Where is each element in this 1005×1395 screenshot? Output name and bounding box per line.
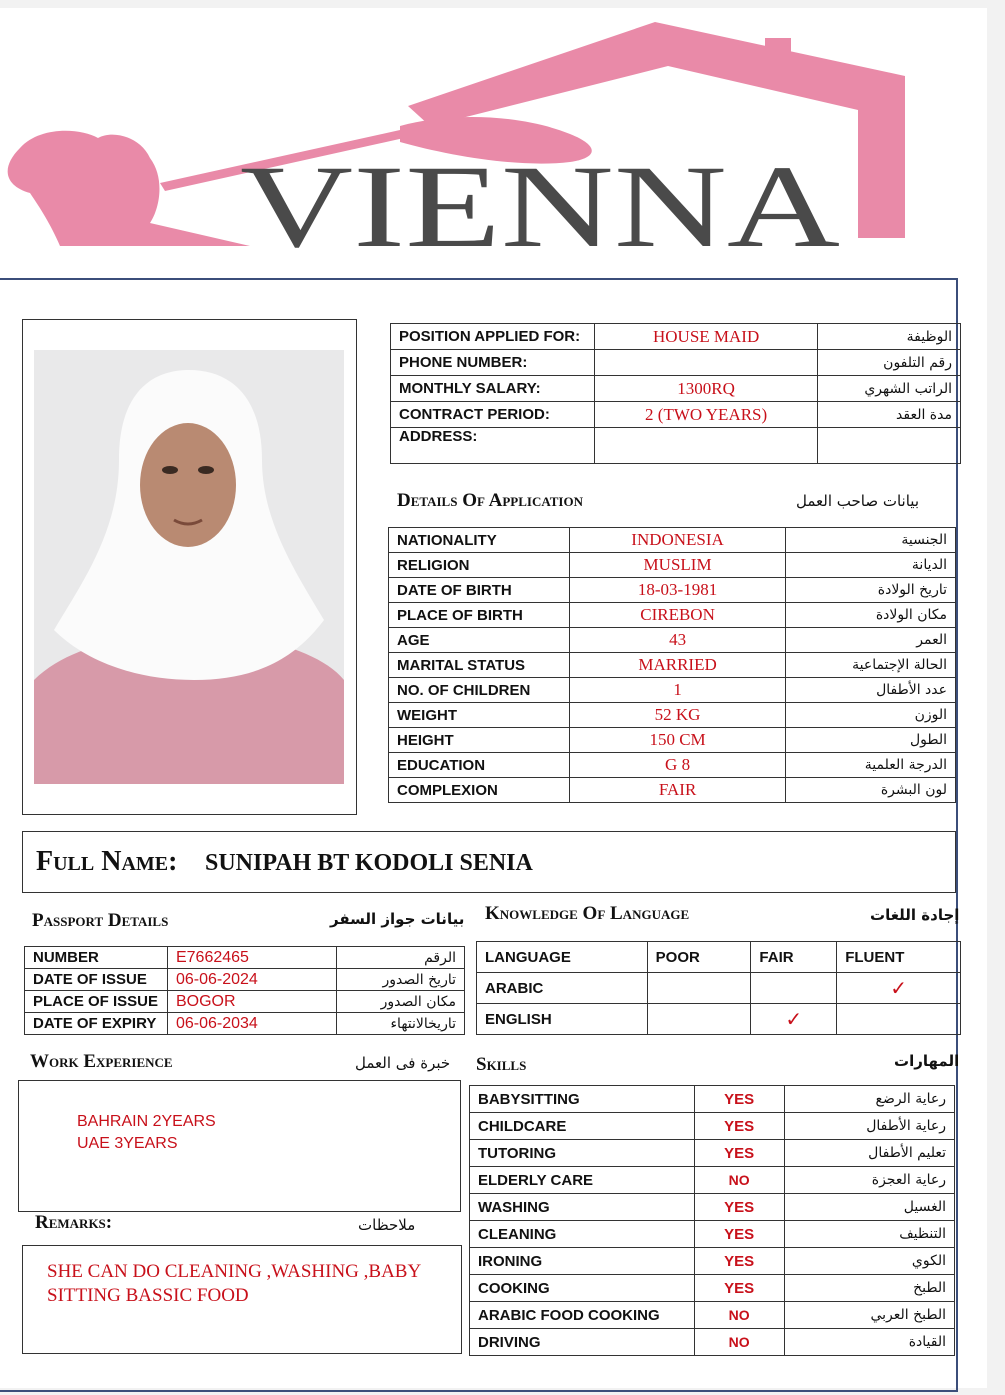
remarks-line-2: SITTING BASSIC FOOD [47,1285,249,1306]
skill-value: NO [694,1329,784,1356]
brand-name: VIENNA [240,141,840,268]
position-label: CONTRACT PERIOD: [391,402,595,428]
details-label: PLACE OF BIRTH [389,603,570,628]
passport-row [25,969,465,991]
passport-row [25,991,465,1013]
skill-arabic: تعليم الأطفال [784,1140,955,1167]
position-label: ADDRESS: [391,428,595,464]
skill-label: IRONING [470,1248,695,1275]
skill-row [470,1140,955,1167]
details-row [389,578,956,603]
details-value: INDONESIA [569,528,785,553]
skills-title: Skills [476,1054,527,1075]
passport-label: NUMBER [25,947,168,969]
details-row [389,728,956,753]
applicant-photo [34,350,344,784]
skill-value: YES [694,1194,784,1221]
skill-row [470,1275,955,1302]
cv-sheet [0,8,987,1388]
skill-arabic: الطبخ [784,1275,955,1302]
details-arabic: الوزن [786,703,956,728]
details-row [389,703,956,728]
details-row [389,778,956,803]
position-arabic: الراتب الشهري [818,376,961,402]
vienna-logo [0,8,987,268]
passport-value: 06-06-2034 [167,1013,336,1035]
skill-arabic: الغسيل [784,1194,955,1221]
skills-title-ar: المهارات [894,1052,960,1070]
details-value: MUSLIM [569,553,785,578]
skill-row [470,1248,955,1275]
details-label: HEIGHT [389,728,570,753]
passport-value: E7662465 [167,947,336,969]
language-header: POOR [647,942,751,973]
details-label: COMPLEXION [389,778,570,803]
details-value: CIREBON [569,603,785,628]
passport-arabic: تاريخ الصدور [337,969,465,991]
language-name: ARABIC [477,973,648,1004]
skill-value: YES [694,1140,784,1167]
passport-value: BOGOR [167,991,336,1013]
work-line-1: BAHRAIN 2YEARS [77,1113,216,1130]
details-value: G 8 [569,753,785,778]
skill-value: YES [694,1248,784,1275]
work-title: Work Experience [30,1051,173,1072]
skill-value: NO [694,1167,784,1194]
details-value: 52 KG [569,703,785,728]
work-line-2: UAE 3YEARS [77,1135,178,1152]
details-arabic: الجنسية [786,528,956,553]
details-label: NATIONALITY [389,528,570,553]
details-arabic: الطول [786,728,956,753]
skill-label: CHILDCARE [470,1113,695,1140]
language-fair-mark [751,973,837,1004]
details-arabic: عدد الأطفال [786,678,956,703]
skill-label: TUTORING [470,1140,695,1167]
details-title: Details Of Application [397,490,583,511]
passport-label: DATE OF ISSUE [25,969,168,991]
details-row [389,653,956,678]
details-row [389,528,956,553]
skill-label: WASHING [470,1194,695,1221]
skill-value: YES [694,1275,784,1302]
position-value: 2 (TWO YEARS) [594,402,817,428]
language-title-ar: إجادة اللغات [870,906,960,924]
skill-arabic: الطبخ العربي [784,1302,955,1329]
details-arabic: لون البشرة [786,778,956,803]
skill-arabic: رعاية العجزة [784,1167,955,1194]
remarks-box [22,1245,462,1354]
photo-frame [22,319,357,815]
position-label: PHONE NUMBER: [391,350,595,376]
skill-row [470,1221,955,1248]
details-value: FAIR [569,778,785,803]
remarks-title: Remarks: [35,1212,113,1233]
details-value: 18-03-1981 [569,578,785,603]
details-row [389,603,956,628]
passport-label: PLACE OF ISSUE [25,991,168,1013]
passport-label: DATE OF EXPIRY [25,1013,168,1035]
skill-value: YES [694,1086,784,1113]
position-arabic: الوظيفة [818,324,961,350]
skill-arabic: رعاية الرضع [784,1086,955,1113]
work-title-ar: خبرة فى العمل [355,1054,451,1072]
position-row [391,402,961,428]
skill-row [470,1329,955,1356]
skill-value: YES [694,1113,784,1140]
language-poor-mark [647,973,751,1004]
details-title-ar: بيانات صاحب العمل [796,492,919,510]
language-fair-mark: ✓ [751,1004,837,1035]
skill-label: CLEANING [470,1221,695,1248]
skill-arabic: رعاية الأطفال [784,1113,955,1140]
details-label: EDUCATION [389,753,570,778]
details-value: MARRIED [569,653,785,678]
position-arabic: مدة العقد [818,402,961,428]
position-value [594,350,817,376]
position-row [391,428,961,464]
remarks-line-1: SHE CAN DO CLEANING ,WASHING ,BABY [47,1261,422,1282]
language-table [476,941,961,1035]
language-poor-mark [647,1004,751,1035]
skill-label: ELDERLY CARE [470,1167,695,1194]
full-name-box [22,831,956,893]
language-title: Knowledge Of Language [485,903,690,924]
skill-arabic: التنظيف [784,1221,955,1248]
details-value: 150 CM [569,728,785,753]
position-table [390,323,961,464]
details-table [388,527,956,803]
details-label: DATE OF BIRTH [389,578,570,603]
details-value: 1 [569,678,785,703]
language-row [477,1004,961,1035]
passport-title: Passport Details [32,910,169,931]
work-box [18,1080,461,1212]
position-arabic [818,428,961,464]
skill-arabic: الكوي [784,1248,955,1275]
skill-row [470,1194,955,1221]
details-label: AGE [389,628,570,653]
passport-arabic: مكان الصدور [337,991,465,1013]
language-fluent-mark [837,1004,961,1035]
details-label: NO. OF CHILDREN [389,678,570,703]
language-header: LANGUAGE [477,942,648,973]
details-arabic: الديانة [786,553,956,578]
passport-value: 06-06-2024 [167,969,336,991]
details-label: RELIGION [389,553,570,578]
skill-row [470,1086,955,1113]
passport-arabic: تاريخالانتهاء [337,1013,465,1035]
details-row [389,678,956,703]
language-header: FAIR [751,942,837,973]
position-row [391,350,961,376]
passport-row [25,947,465,969]
details-label: WEIGHT [389,703,570,728]
details-arabic: تاريخ الولادة [786,578,956,603]
position-row [391,324,961,350]
position-label: MONTHLY SALARY: [391,376,595,402]
position-value: HOUSE MAID [594,324,817,350]
position-row [391,376,961,402]
full-name-value: SUNIPAH BT KODOLI SENIA [205,850,533,876]
language-name: ENGLISH [477,1004,648,1035]
details-value: 43 [569,628,785,653]
details-arabic: العمر [786,628,956,653]
position-value [594,428,817,464]
passport-row [25,1013,465,1035]
skill-label: DRIVING [470,1329,695,1356]
skill-value: NO [694,1302,784,1329]
skill-row [470,1167,955,1194]
skill-row [470,1113,955,1140]
passport-arabic: الرقم [337,947,465,969]
skills-table [469,1085,955,1356]
remarks-title-ar: ملاحظات [358,1216,416,1234]
details-arabic: الدرجة العلمية [786,753,956,778]
skill-label: BABYSITTING [470,1086,695,1113]
language-header-row [477,942,961,973]
language-header: FLUENT [837,942,961,973]
position-value: 1300RQ [594,376,817,402]
passport-title-ar: بيانات جواز السفر [330,910,465,928]
details-row [389,753,956,778]
language-row [477,973,961,1004]
details-row [389,628,956,653]
details-row [389,553,956,578]
skill-arabic: القيادة [784,1329,955,1356]
skill-value: YES [694,1221,784,1248]
details-arabic: الحالة الإجتماعية [786,653,956,678]
language-fluent-mark: ✓ [837,973,961,1004]
details-label: MARITAL STATUS [389,653,570,678]
full-name-label: Full Name: [36,846,178,877]
details-arabic: مكان الولادة [786,603,956,628]
position-arabic: رقم التلفون [818,350,961,376]
skill-label: ARABIC FOOD COOKING [470,1302,695,1329]
position-label: POSITION APPLIED FOR: [391,324,595,350]
skill-label: COOKING [470,1275,695,1302]
passport-table [24,946,465,1035]
skill-row [470,1302,955,1329]
